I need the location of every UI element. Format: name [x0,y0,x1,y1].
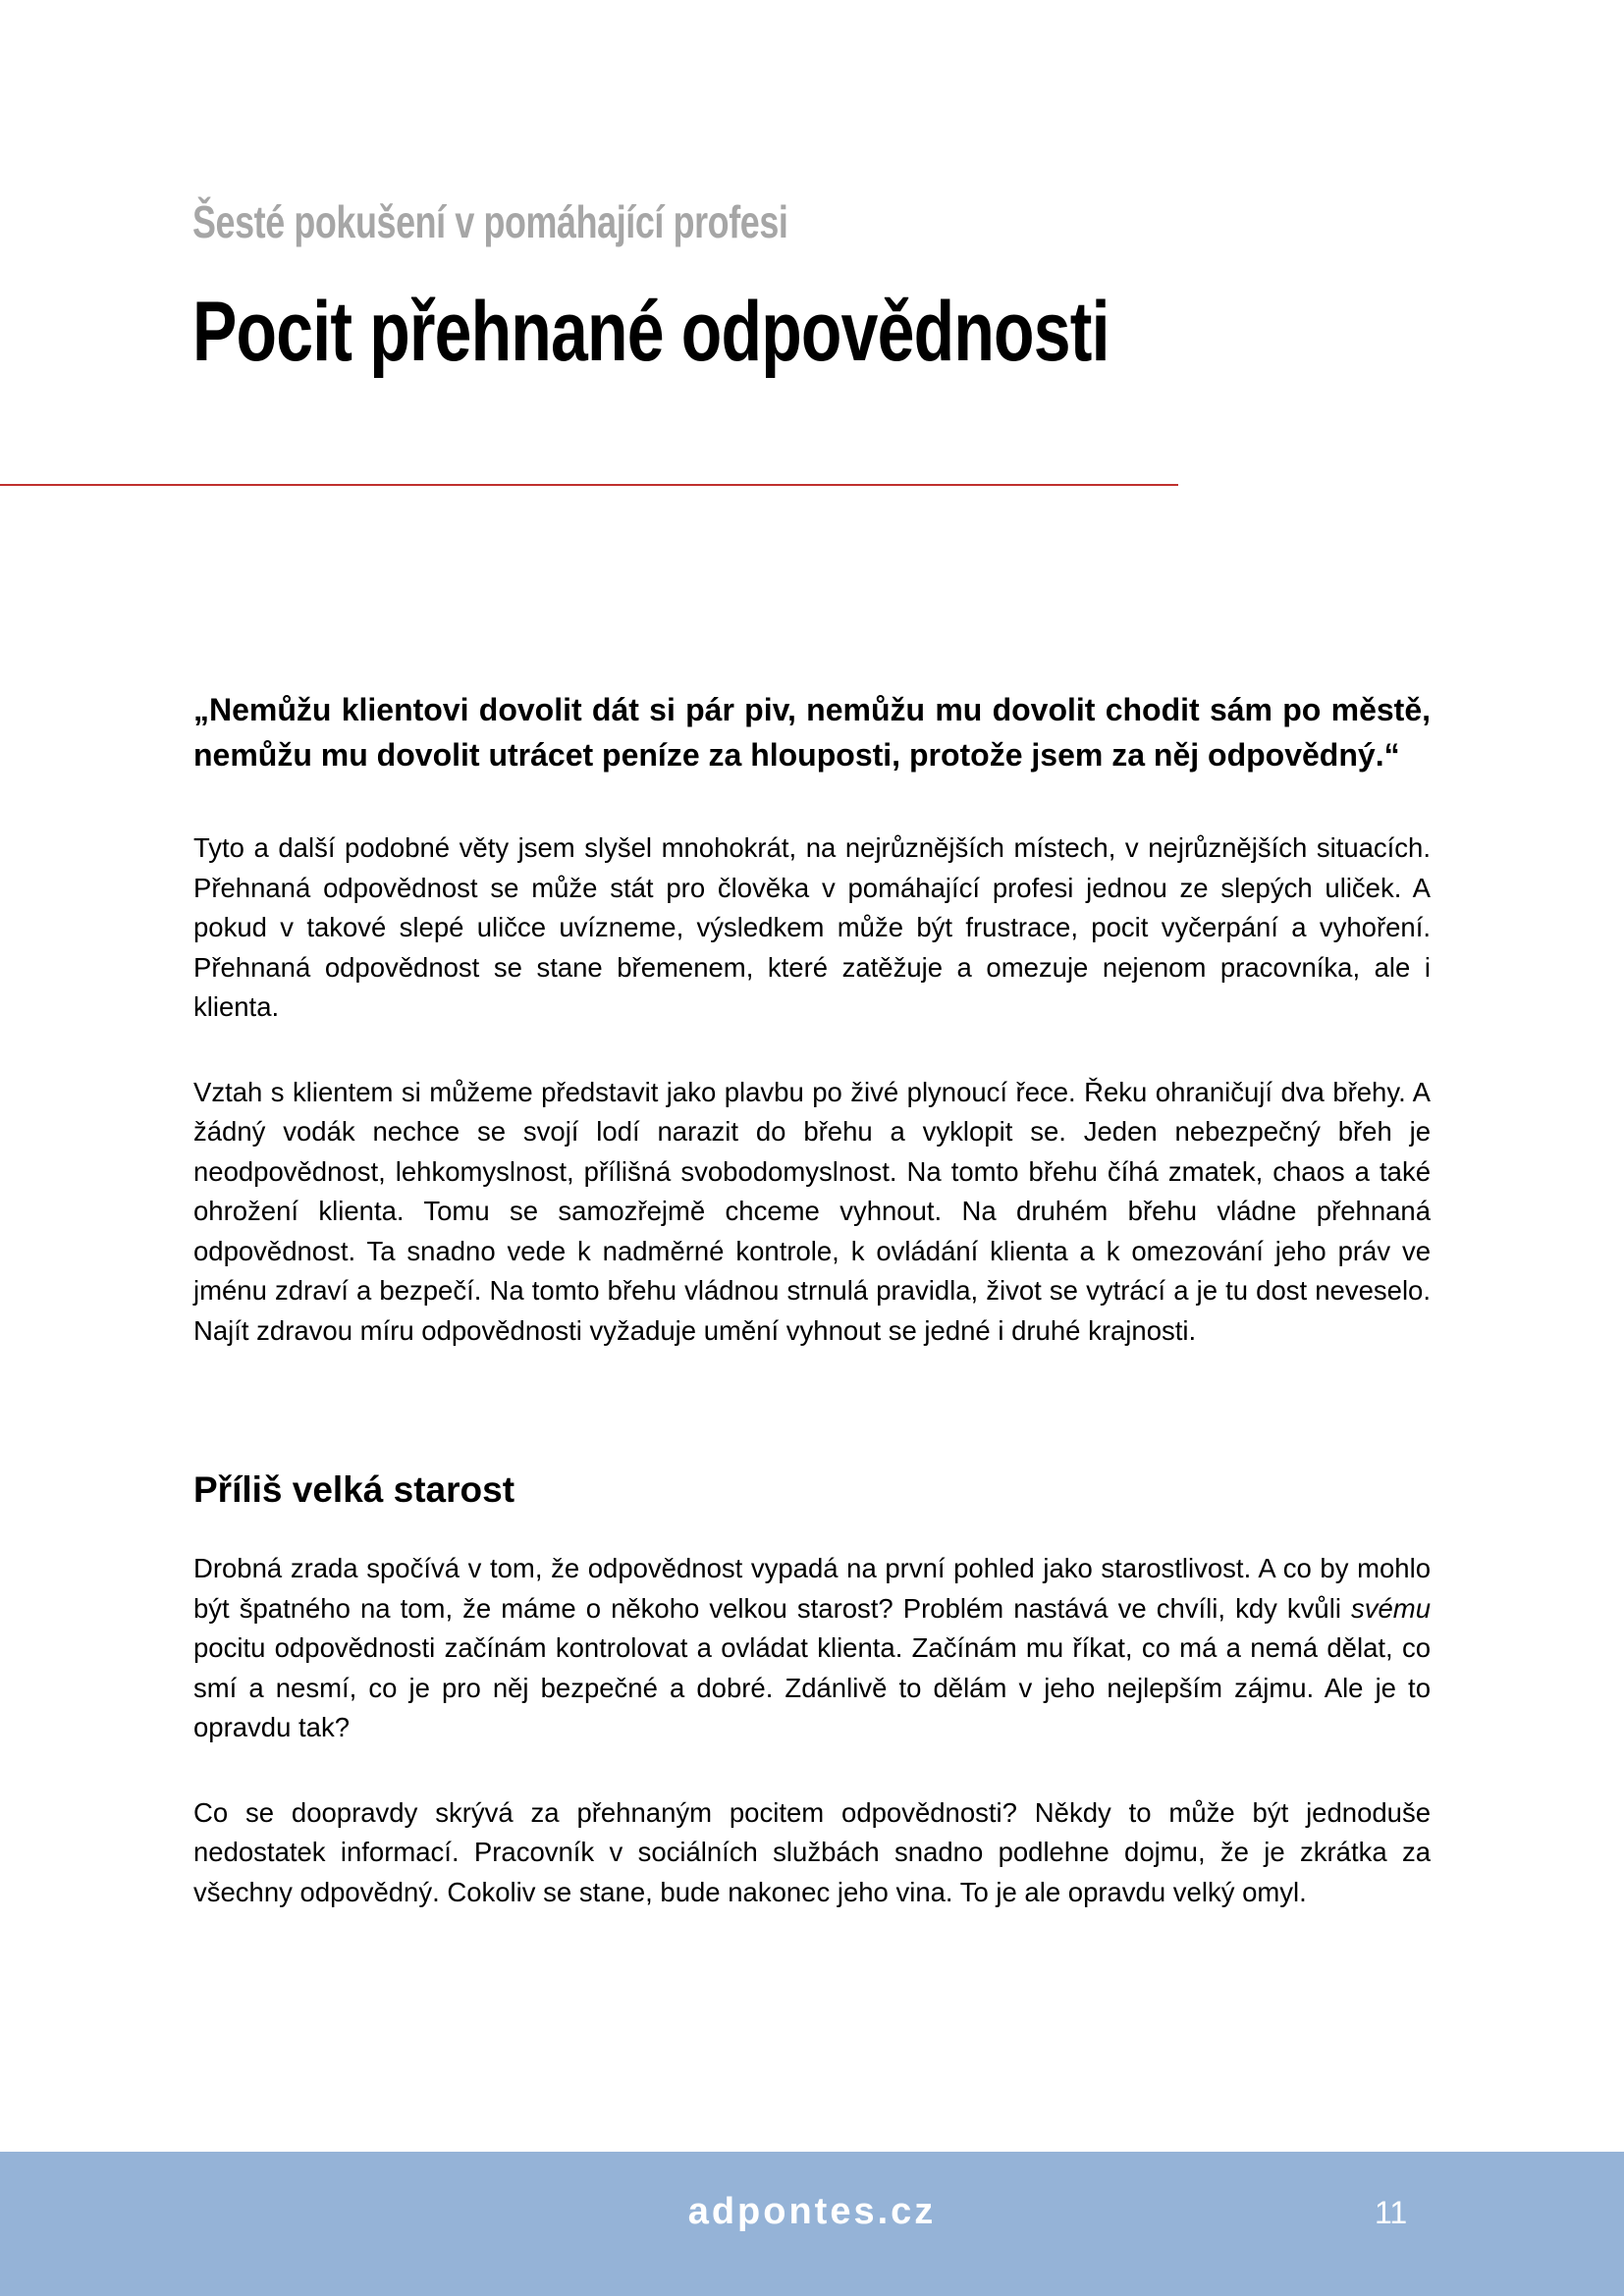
paragraph-intro: Tyto a další podobné věty jsem slyšel mnohokrát, na nejrůznějších místech, v nejrůznějších situacích. Přehnaná odpovědnost se může stát pro člověka v pomáhající profesi jednou ze slepých uliček. A pokud v takové slepé uličce uvízneme, výsledkem může být frustrace, pocit vyčerpání a vyhoření. Přehnaná odpovědnost se stane břemenem, které zatěžuje a omezuje nejenom pracovníka, ale i klienta. [193,832,1431,1022]
chapter-subtitle: Šesté pokušení v pomáhající profesi [192,196,788,247]
paragraph-care-start: Drobná zrada spočívá v tom, že odpovědnost vypadá na první pohled jako starostlivost. A co by mohlo být špatného na tom, že máme o někoho velkou starost? Problém nastává ve chvíli, kdy kvůli [193,1553,1431,1624]
page-number: 11 [1375,2195,1408,2230]
footer-site-name: adpontes.cz [687,2191,937,2232]
paragraph-river: Vztah s klientem si můžeme představit jako plavbu po živé plynoucí řece. Řeku ohraničují dva břehy. A žádný vodák nechce se svojí lodí narazit do břehu a vyklopit se. Jeden nebezpečný břeh je neodpovědnost, lehkomyslnost, přílišná svobodomyslnost. Na tomto břehu číhá zmatek, chaos a také ohrožení klienta. Tomu se samozřejmě chceme vyhnout. Na druhém břehu vládne přehnaná odpovědnost. Ta snadno vede k nadměrné kontrole, k ovládání klienta a k omezování jeho práv ve jménu zdraví a bezpečí. Na tomto břehu vládnou strnulá pravidla, život se vytrácí a je tu dost neveselo. Najít zdravou míru odpovědnosti vyžaduje umění vyhnout se jedné i druhé krajnosti. [193,1076,1431,1346]
section-heading: Příliš velká starost [193,1469,515,1510]
page-footer [0,2152,1624,2296]
paragraph-information: Co se doopravdy skrývá za přehnaným pocitem odpovědnosti? Někdy to může být jednoduše nedostatek informací. Pracovník v sociálních službách snadno podlehne dojmu, že je zkrátka za všechny odpovědný. Cokoliv se stane, bude nakonec jeho vina. To je ale opravdu velký omyl. [193,1796,1431,1907]
emphasis-text: svému [1351,1592,1431,1624]
opening-quote: „Nemůžu klientovi dovolit dát si pár piv, nemůžu mu dovolit chodit sám po městě, nemůžu mu dovolit utrácet peníze za hlouposti, protože jsem za něj odpovědný.“ [193,692,1431,773]
title-divider [0,484,1178,486]
article-body [193,687,1431,1912]
page-title: Pocit přehnané odpovědnosti [192,285,1110,379]
paragraph-care [193,1549,1431,1748]
paragraph-care-end: pocitu odpovědnosti začínám kontrolovat a ovládat klienta. Začínám mu říkat, co má a nemá dělat, co smí a nesmí, co je pro něj bezpečné a dobré. Zdánlivě to dělám v jeho nejlepším zájmu. Ale je to opravdu tak? [193,1632,1431,1742]
